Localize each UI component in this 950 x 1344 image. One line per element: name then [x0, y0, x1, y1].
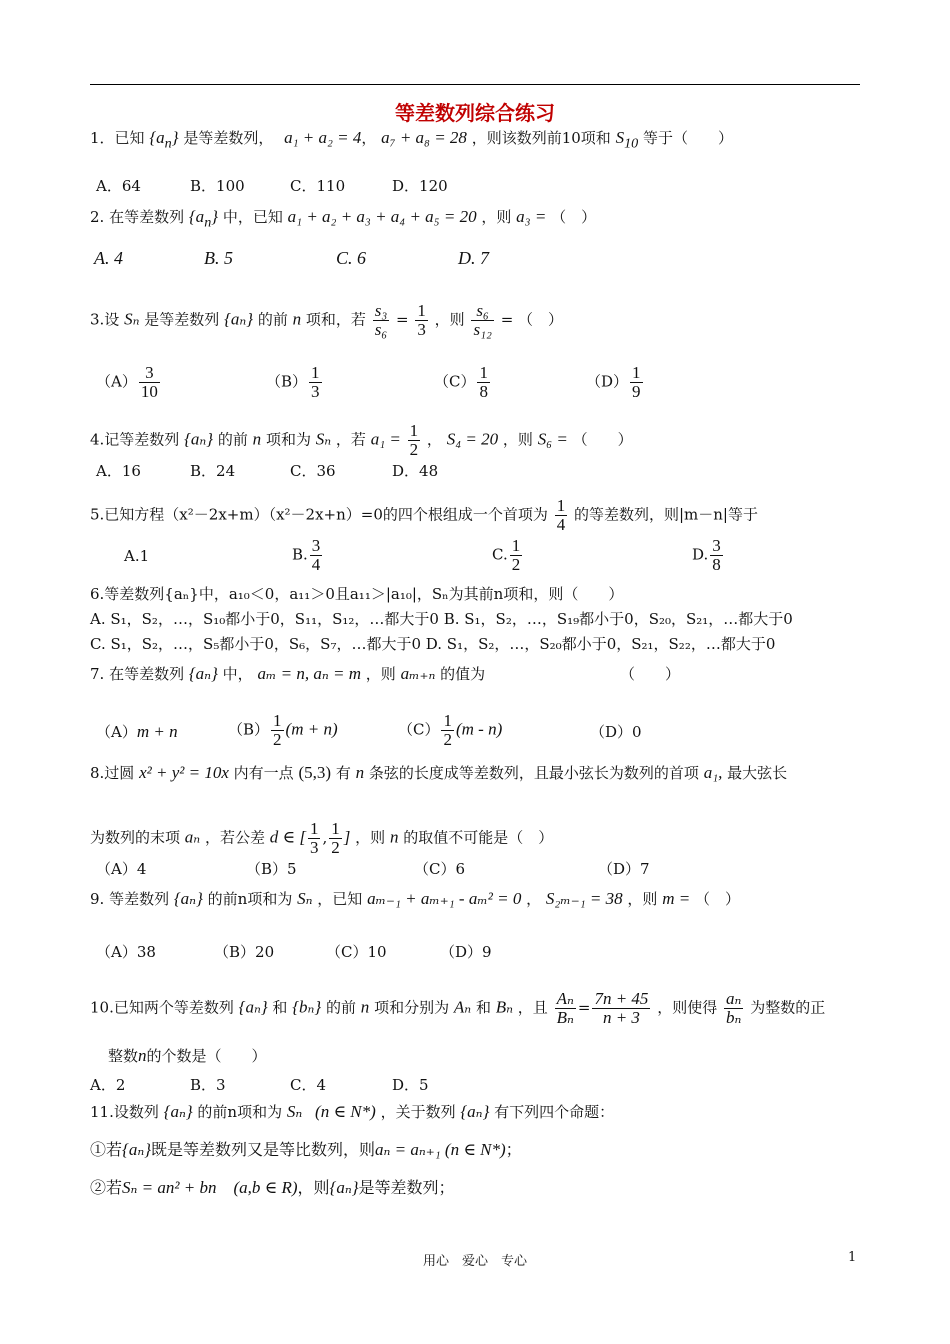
q9-option-d: （D）9 — [440, 943, 492, 961]
q8-option-c: （C）6 — [414, 860, 466, 878]
q7-option-a: （A）m + n — [96, 722, 178, 741]
q11-proposition-1: ①若{aₙ}既是等差数列又是等比数列，则aₙ = aₙ₊₁ (n ∈ N*)； — [90, 1140, 522, 1159]
q2-option-c: C. 6 — [336, 248, 367, 268]
question-9: 9. 等差数列 {aₙ} 的前n项和为 Sₙ ，已知 aₘ₋₁ + aₘ₊₁ - aₘ² = 0 ， S₂ₘ₋₁ = 38 ，则 m = （ ） — [90, 889, 740, 908]
q10-line-2: 整数n的个数是（ ） — [108, 1046, 267, 1065]
q9-option-a: （A）38 — [96, 943, 156, 961]
q1-seq: $\{a_n\}$ — [149, 128, 179, 152]
q2-option-d: D. 7 — [458, 248, 489, 268]
q3-option-d: （D） $\frac{1}{9}$ — [586, 363, 641, 401]
q10-option-c: C．4 — [290, 1076, 327, 1094]
q7-answer-paren: （ ） — [620, 665, 681, 683]
q1-s10: $S_{10}$ — [615, 128, 639, 152]
q8-line-2: 为数列的末项 aₙ ，若公差 d ∈ [ $\frac{1}{3}$ , $\frac{1}{2}$ ] ，则 n 的取值不可能是（ ） — [90, 819, 554, 857]
q5-option-c: C. $\frac{1}{2}$ — [492, 536, 521, 574]
page-number: 1 — [848, 1250, 857, 1265]
q3-option-b: （B） $\frac{1}{3}$ — [266, 363, 320, 401]
page-title: 等差数列综合练习 — [395, 101, 555, 125]
q4-option-c: C．36 — [290, 462, 336, 480]
q3-option-a: （A） $\frac{3}{10}$ — [96, 363, 158, 401]
q1-option-c: C．110 — [290, 177, 346, 195]
question-3: 3.设 Sₙ 是等差数列 {aₙ} 的前 n 项和，若 $\frac{\text{s₃}}{\text{s₆}}$ = $\frac{1}{3}$ ，则 $\frac{\text{s₆}}{\text{s₁₂}}$ = （ ） — [90, 301, 564, 339]
q6-options-cd: C. S₁，S₂，…，S₅都小于0，S₆，S₇，…都大于0 D. S₁，S₂，…，S₂₀都小于0，S₂₁，S₂₂，…都大于0 — [90, 635, 776, 653]
q10-fraction-ab: $\frac{\text{aₙ}}{\text{bₙ}}$ — [726, 989, 742, 1027]
question-2: 2. 在等差数列 $\{a_n\}$ 中，已知 a₁ + a₂ + a₃ + a₄ + a₅ = 20 ，则 a₃ = （ ） — [90, 207, 597, 231]
q1-option-d: D．120 — [392, 177, 448, 195]
q10-option-d: D．5 — [392, 1076, 429, 1094]
q1-eq1: a₁ + a₂ = 4 — [284, 128, 362, 147]
q5-option-a: A.1 — [124, 547, 150, 565]
q1-option-b: B．100 — [190, 177, 245, 195]
q5-option-d: D. $\frac{3}{8}$ — [692, 536, 721, 574]
q10-fraction-ratio: $\frac{\text{Aₙ}}{\text{Bₙ}}$ — [556, 989, 574, 1027]
q4-option-b: B．24 — [190, 462, 236, 480]
q2-option-b: B. 5 — [204, 248, 233, 268]
q1-eq2: a₇ + a₈ = 28 — [381, 128, 467, 147]
q3-fraction-s6-s12: $\frac{\text{s₆}}{\text{s₁₂}}$ — [473, 301, 492, 339]
q2-target: a₃ = — [516, 207, 547, 226]
q7-option-c: （C） $\frac{1}{2}$ (m - n) — [398, 711, 503, 749]
q2-eq: a₁ + a₂ + a₃ + a₄ + a₅ = 20 — [287, 207, 477, 226]
q8-option-d: （D）7 — [598, 860, 650, 878]
q9-option-b: （B）20 — [214, 943, 275, 961]
q9-option-c: （C）10 — [326, 943, 387, 961]
q3-fraction-one-third: $\frac{1}{3}$ — [417, 301, 426, 339]
q5-option-b: B. $\frac{3}{4}$ — [292, 536, 321, 574]
question-1: 1．已知 $\{a_n\}$ 是等差数列， a₁ + a₂ = 4， a₇ + a₈ = 28 ，则该数列前10项和 $S_{10}$ 等于（ ） — [90, 128, 734, 152]
q1-option-a: A．64 — [96, 177, 141, 195]
question-4: 4.记等差数列 {aₙ} 的前 n 项和为 Sₙ ，若 a₁ = $\frac{1}{2}$ ， S₄ = 20 ，则 S₆ = （ ） — [90, 421, 633, 459]
q6-options-ab: A. S₁，S₂，…，S₁₀都小于0，S₁₁，S₁₂，…都大于0 B. S₁，S₂，…，S₁₉都小于0，S₂₀，S₂₁，…都大于0 — [90, 610, 793, 628]
q10-fraction-expr: $\frac{7n + 45}{n + 3}$ — [594, 989, 649, 1027]
question-11: 11.设数列 {aₙ} 的前n项和为 Sₙ (n ∈ N*) ，关于数列 {aₙ} 有下列四个命题： — [90, 1102, 615, 1121]
q10-option-b: B．3 — [190, 1076, 226, 1094]
q11-proposition-2: ②若Sₙ = an² + bn (a,b ∈ R)，则{aₙ}是等差数列； — [90, 1178, 455, 1197]
q4-fraction-half: $\frac{1}{2}$ — [409, 421, 419, 459]
question-8: 8.过圆 x² + y² = 10x 内有一点 (5,3) 有 n 条弦的长度成等差数列，且最小弦长为数列的首项 a₁, 最大弦长 — [90, 763, 788, 782]
question-5: 5.已知方程（x²－2x+m）（x²－2x+n）=0的四个根组成一个首项为 $\frac{1}{4}$ 的等差数列，则|m－n|等于 — [90, 496, 758, 534]
question-7: 7. 在等差数列 {aₙ} 中， aₘ = n, aₙ = m ，则 aₘ₊ₙ 的值为 — [90, 664, 486, 683]
q5-fraction-quarter: $\frac{1}{4}$ — [556, 496, 566, 534]
q7-option-d: （D）0 — [590, 723, 642, 741]
q4-option-a: A．16 — [96, 462, 141, 480]
q2-option-a: A. 4 — [94, 248, 123, 268]
q3-fraction-s3-s6: $\frac{\text{s₃}}{\text{s₆}}$ — [374, 301, 388, 339]
q2-seq: $\{a_n\}$ — [188, 207, 219, 231]
q8-option-a: （A）4 — [96, 860, 147, 878]
q7-option-b: （B） $\frac{1}{2}$ (m + n) — [228, 711, 338, 749]
page-footer: 用心 爱心 专心 — [422, 1254, 527, 1269]
question-6: 6.等差数列{aₙ}中，a₁₀＜0，a₁₁＞0且a₁₁＞|a₁₀|，Sₙ为其前n项和，则（ ） — [90, 585, 624, 603]
header-rule — [90, 84, 860, 85]
q3-option-c: （C） $\frac{1}{8}$ — [434, 363, 488, 401]
q1-text: 1．已知 — [90, 129, 145, 147]
q8-option-b: （B）5 — [246, 860, 297, 878]
q4-option-d: D．48 — [392, 462, 439, 480]
q10-option-a: A．2 — [90, 1076, 126, 1094]
question-10: 10.已知两个等差数列 {aₙ} 和 {bₙ} 的前 n 项和分别为 Aₙ 和 Bₙ ，且 $\frac{\text{Aₙ}}{\text{Bₙ}}$ = $\frac{7n + 45}{n + 3}$ ，则使得 $\frac{\text{aₙ}}{\text{bₙ}}$ 为整数的正 — [90, 989, 826, 1027]
